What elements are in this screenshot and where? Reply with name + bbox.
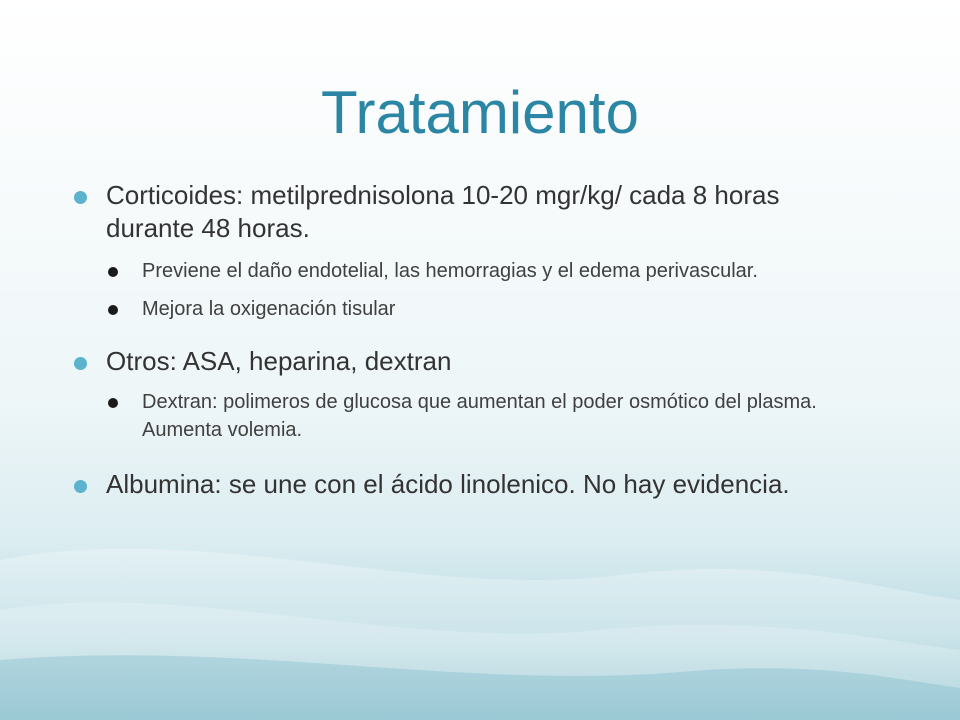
sub-bullet-dot-icon <box>108 305 118 315</box>
bullet-text: Otros: ASA, heparina, dextran <box>106 346 452 376</box>
bullet-dot-icon <box>74 191 87 204</box>
sub-bullet-dot-icon <box>108 267 118 277</box>
bullet-text: Albumina: se une con el ácido linolenico. No hay evidencia. <box>106 469 790 499</box>
bullet-dot-icon <box>74 357 87 370</box>
bullet-dot-icon <box>74 480 87 493</box>
slide-title: Tratamiento <box>321 79 639 146</box>
bullet-item-albumina <box>72 468 872 501</box>
bullet-item-corticoides <box>72 179 872 245</box>
sub-bullet-dot-icon <box>108 398 118 408</box>
sub-bullet-item <box>72 295 872 323</box>
bullet-text: Corticoides: metilprednisolona 10-20 mgr/kg/ cada 8 horas durante 48 horas. <box>106 180 780 243</box>
sub-bullet-item <box>72 257 872 285</box>
sub-bullet-text: Mejora la oxigenación tisular <box>142 298 396 320</box>
bullet-list <box>72 176 872 501</box>
sub-bullet-item <box>72 388 872 444</box>
sub-bullet-text: Previene el daño endotelial, las hemorragias y el edema perivascular. <box>142 260 758 282</box>
bullet-item-otros <box>72 345 872 378</box>
sub-bullet-text: Dextran: polimeros de glucosa que aumentan el poder osmótico del plasma. Aumenta volemia. <box>142 391 817 441</box>
